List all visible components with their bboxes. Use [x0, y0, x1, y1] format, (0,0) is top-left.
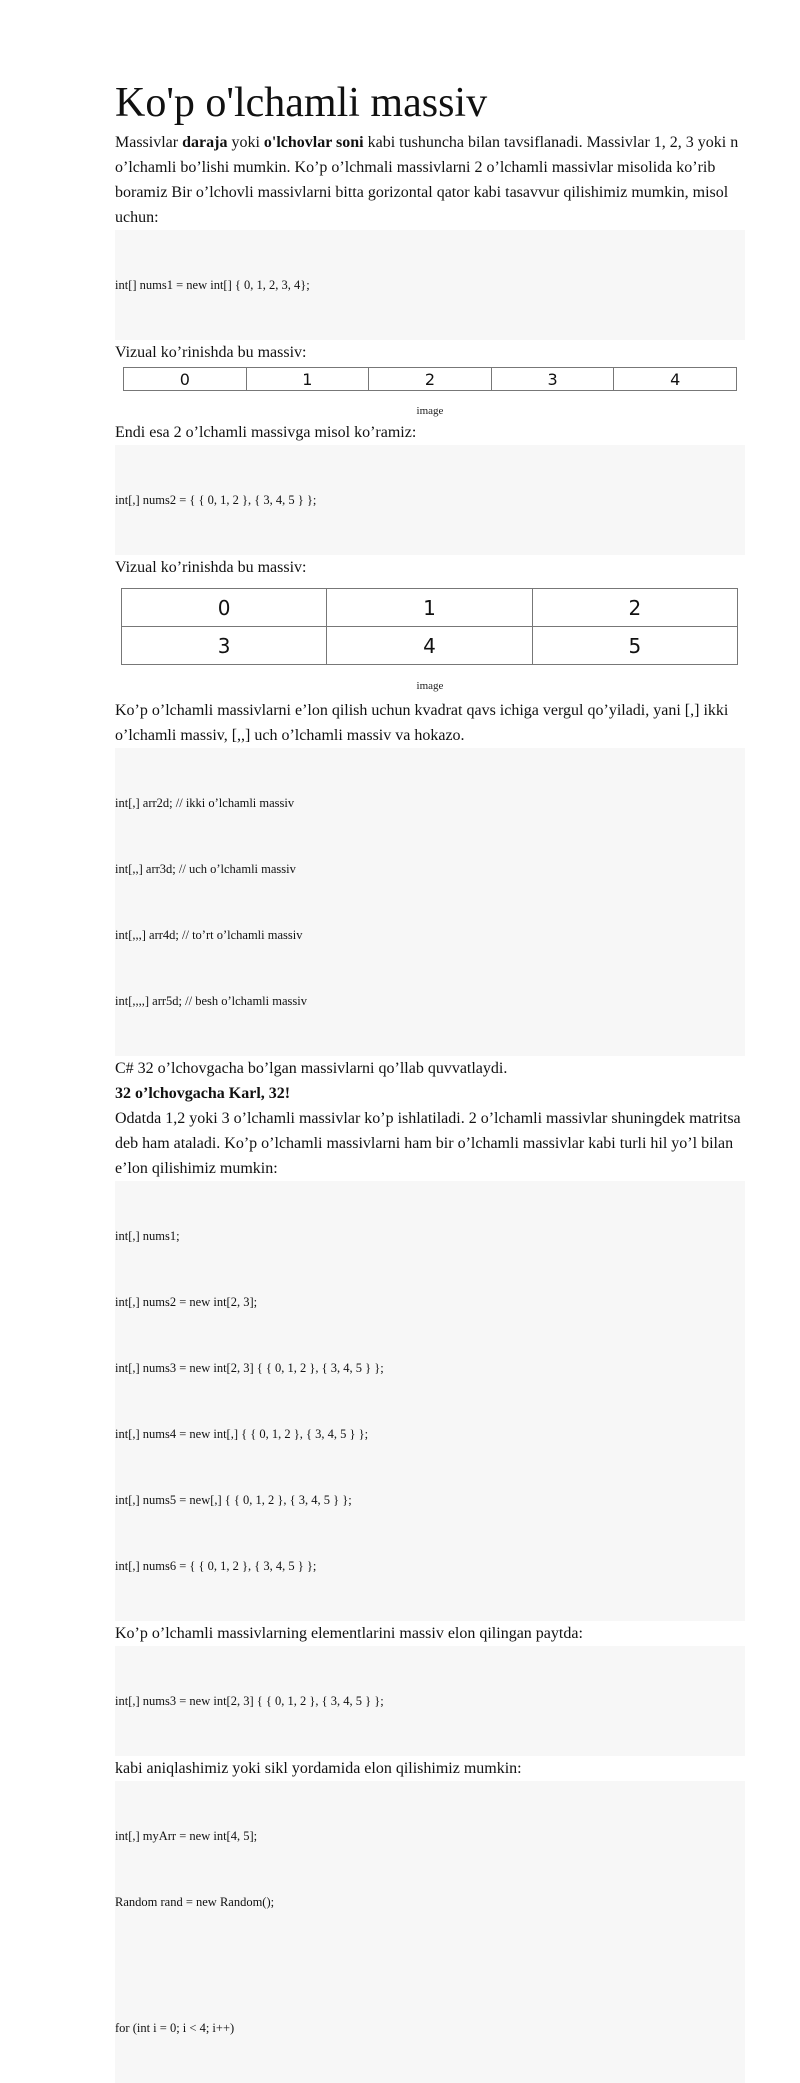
array-cell: 1	[246, 368, 369, 391]
array-cell: 1	[327, 589, 532, 627]
array-cell: 4	[327, 627, 532, 665]
code-line: int[,] nums2 = new int[2, 3];	[115, 1295, 258, 1309]
code-line: int[,] nums5 = new[,] { { 0, 1, 2 }, { 3, 4, 5 } };	[115, 1493, 352, 1507]
code-block-3	[115, 748, 745, 1056]
array-cell: 3	[491, 368, 614, 391]
paragraph-3: Ko’p o’lchamli massivlarni e’lon qilish uchun kvadrat qavs ichiga vergul qo’yiladi, yani [,] ikki o’lchamli massiv, [,,] uch o’lchamli massiv va hokazo.	[115, 702, 729, 744]
code-line: int[,] nums3 = new int[2, 3] { { 0, 1, 2 }, { 3, 4, 5 } };	[115, 1694, 384, 1708]
code-blank-line	[115, 1957, 745, 1973]
code-line: int[,] myArr = new int[4, 5];	[115, 1829, 258, 1843]
code-line: Random rand = new Random();	[115, 1895, 275, 1909]
bold-heading-text: 32 o’lchovgacha Karl, 32!	[115, 1085, 291, 1102]
paragraph-6: Odatda 1,2 yoki 3 o’lchamli massivlar ko’p ishlatiladi. 2 o’lchamli massivlar shuningdek matritsa deb ham ataladi. Ko’p o’lchamli massivlarni ham bir o’lchamli massivlar kabi turli hil yo’l bilan e’lon qilishimiz mumkin:	[115, 1110, 741, 1177]
code-line: int[,] nums2 = { { 0, 1, 2 }, { 3, 4, 5 } };	[115, 493, 317, 507]
image-caption-2: image	[416, 680, 444, 692]
code-line: int[,] nums4 = new int[,] { { 0, 1, 2 }, { 3, 4, 5 } };	[115, 1427, 369, 1441]
paragraph-8: kabi aniqlashimiz yoki sikl yordamida elon qilishimiz mumkin:	[115, 1760, 522, 1777]
code-line: int[,] nums1;	[115, 1229, 180, 1243]
code-block-6	[115, 1781, 745, 2083]
code-block-1	[115, 230, 745, 340]
array-cell: 0	[122, 589, 327, 627]
code-block-4	[115, 1181, 745, 1621]
code-block-5	[115, 1646, 745, 1756]
array-cell: 2	[369, 368, 492, 391]
array-cell: 5	[532, 627, 737, 665]
code-line: int[,] arr2d; // ikki o’lchamli massiv	[115, 796, 295, 810]
array-cell: 3	[122, 627, 327, 665]
intro-text-1: Massivlar	[115, 134, 183, 151]
code-line: for (int i = 0; i < 4; i++)	[115, 2021, 235, 2035]
paragraph-7: Ko’p o’lchamli massivlarning elementlarini massiv elon qilingan paytda:	[115, 1625, 583, 1642]
intro-bold-olchovlar: o'lchovlar soni	[263, 134, 364, 151]
array-cell: 2	[532, 589, 737, 627]
array-cell: 0	[124, 368, 247, 391]
code-line: int[,] nums6 = { { 0, 1, 2 }, { 3, 4, 5 } };	[115, 1559, 317, 1573]
array-cell: 4	[614, 368, 737, 391]
array-2d-image	[121, 588, 738, 665]
image-caption-1: image	[416, 405, 444, 417]
code-line: int[] nums1 = new int[] { 0, 1, 2, 3, 4};	[115, 278, 310, 292]
paragraph-4: C# 32 o’lchovgacha bo’lgan massivlarni qo’llab quvvatlaydi.	[115, 1060, 508, 1077]
intro-text-2: yoki	[227, 134, 264, 151]
article	[115, 78, 745, 2083]
page-title: Ko'p o'lchamli massiv	[115, 80, 488, 126]
code-line: int[,,,] arr4d; // to’rt o’lchamli massiv	[115, 928, 303, 942]
intro-paragraph	[115, 130, 745, 230]
intro-text-3: kabi tushuncha bilan tavsiflanadi. Massivlar 1, 2, 3 yoki n o’lchamli bo’lishi mumkin. Ko’p o’lchmali massivlarni 2 o’lchamli massivlar misolida ko’rib boramiz Bir o’lchovli massivlarni bitta gorizontal qator kabi tasavvur qilishimiz mumkin, misol uchun:	[115, 134, 739, 226]
code-line: int[,] nums3 = new int[2, 3] { { 0, 1, 2 }, { 3, 4, 5 } };	[115, 1361, 384, 1375]
visual-label-1: Vizual ko’rinishda bu massiv:	[115, 344, 307, 361]
code-line: int[,,] arr3d; // uch o’lchamli massiv	[115, 862, 296, 876]
visual-label-2: Vizual ko’rinishda bu massiv:	[115, 559, 307, 576]
paragraph-2: Endi esa 2 o’lchamli massivga misol ko’ramiz:	[115, 424, 417, 441]
intro-bold-daraja: daraja	[182, 134, 228, 151]
code-block-2	[115, 445, 745, 555]
array-1d-image	[123, 367, 737, 391]
paragraph-5-bold	[115, 1081, 745, 1106]
code-line: int[,,,,] arr5d; // besh o’lchamli massiv	[115, 994, 307, 1008]
